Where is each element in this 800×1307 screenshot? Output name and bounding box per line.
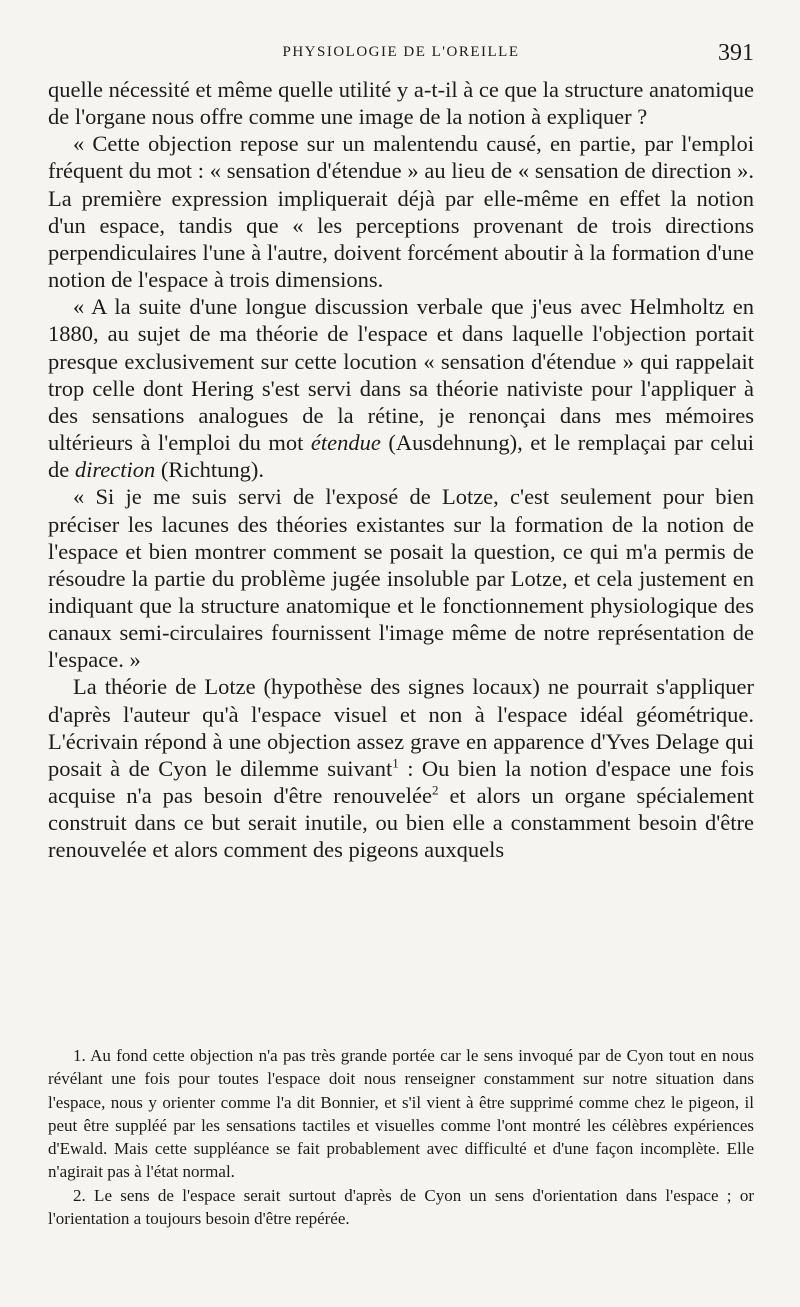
running-head: PHYSIOLOGIE DE L'OREILLE bbox=[282, 44, 520, 60]
paragraph-5 bbox=[48, 673, 754, 863]
footnote-1: 1. Au fond cette objection n'a pas très grande portée car le sens invoqué par de Cyon tout en nous révélant une fois pour toutes l'espace doit nous renseigner constamment sur notre situation dans l'espace, nous y orienter comme l'a dit Bonnier, et s'il vient à être supprimé comme chez le pigeon, il peut être suppléé par les sensations tactiles et visuelles comme l'ont montré les célèbres expériences d'Ewald. Mais cette suppléance se fait probablement avec difficulté et d'une façon incomplète. Elle n'agirait pas à l'état normal. bbox=[48, 1046, 754, 1182]
footnote-ref-1: 1 bbox=[392, 755, 399, 771]
paragraph-1: quelle nécessité et même quelle utilité y a-t-il à ce que la structure anatomique de l'organe nous offre comme une image de la notion à expliquer ? bbox=[48, 77, 754, 130]
paragraph-2: « Cette objection repose sur un malentendu causé, en partie, par l'emploi fréquent du mot : « sensation d'étendue » au lieu de « sensation de direction ». La première expression impliquerait déjà par elle-même en effet la notion d'un espace, tandis que « les perceptions provenant de trois directions perpendiculaires l'une à l'autre, doivent forcément aboutir à la formation d'une notion de l'espace à trois dimensions. bbox=[48, 131, 754, 293]
paragraph-3-text-a: « A la suite d'une longue discussion verbale que j'eus avec Helmholtz en 1880, au sujet de ma théorie de l'espace et dans laquelle l'objection portait presque exclusivement sur cette locution « sensation d'étendue » qui rappelait trop celle dont Hering s'est servi dans sa théorie nativiste pour l'appliquer à des sensations analogues de la rétine, je renonçai dans mes mémoires ultérieurs à l'emploi du mot bbox=[48, 294, 754, 456]
page-header bbox=[48, 40, 754, 68]
page-number: 391 bbox=[718, 40, 754, 66]
paragraph-5-text-b: : Ou bien la notion d'espace une fois acquise n'a pas besoin d'être renouvelée bbox=[48, 755, 754, 809]
italic-etendue: étendue bbox=[310, 430, 381, 456]
paragraph-4: « Si je me suis servi de l'exposé de Lotze, c'est seulement pour bien préciser les lacunes des théories existantes sur la formation de la notion de l'espace et bien montrer comment se posait la question, ce qui m'a permis de résoudre la partie du problème jugée insoluble par Lotze, et cela justement en indiquant que la structure anatomique et le fonctionnement physiologique des canaux semi-circulaires fournissent l'image même de notre représentation de l'espace. » bbox=[48, 484, 754, 673]
paragraph-3-text-b: (Ausdehnung), et le remplaçai par celui de bbox=[48, 430, 754, 483]
footnote-2: 2. Le sens de l'espace serait surtout d'après de Cyon un sens d'orientation dans l'espace ; or l'orientation a toujours besoin d'être repérée. bbox=[48, 1185, 754, 1229]
paragraph-3-text-c: (Richtung). bbox=[155, 457, 265, 483]
paragraph-3 bbox=[48, 293, 754, 483]
paragraph-5-text-c: et alors un organe spécialement construit dans ce but serait inutile, ou bien elle a constamment besoin d'être renouvelée et alors comment des pigeons auxquels bbox=[48, 783, 754, 863]
italic-direction: direction bbox=[74, 457, 156, 483]
body-text bbox=[48, 76, 754, 864]
paragraph-5-text-a: La théorie de Lotze (hypothèse des signes locaux) ne pourrait s'appliquer d'après l'auteur qu'à l'espace visuel et non à l'espace idéal géométrique. L'écrivain répond à une objection assez grave en apparence d'Yves Delage qui posait à de Cyon le dilemme suivant bbox=[48, 674, 754, 781]
footnotes bbox=[48, 1044, 754, 1230]
footnote-ref-2: 2 bbox=[431, 782, 439, 798]
